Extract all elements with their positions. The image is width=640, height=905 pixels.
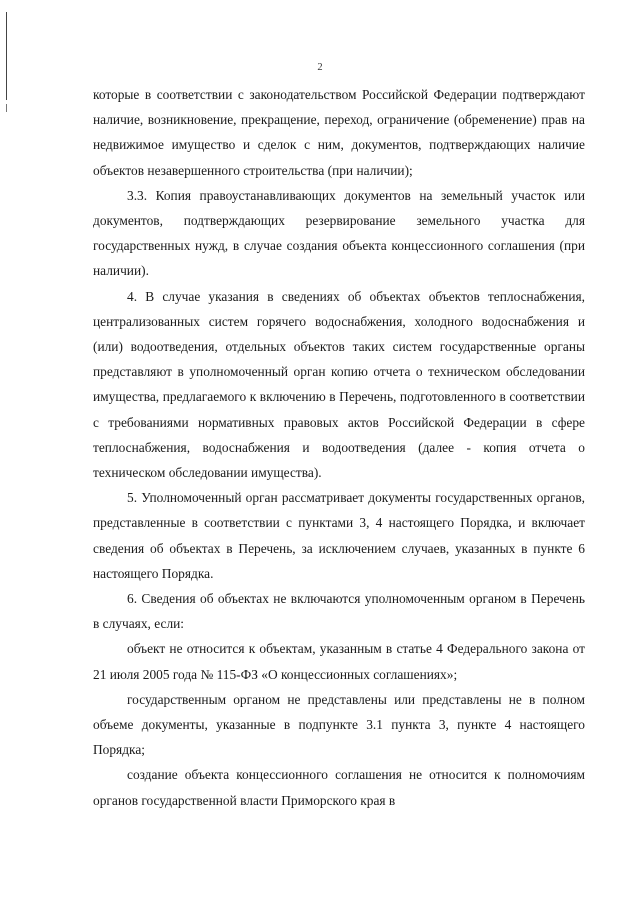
paragraph-item-6-case-2: государственным органом не представлены или представлены не в полном объеме документы, указанные в подпункте 3.1 пункта 3, пункте 4 настоящего Порядка; [93,691,585,758]
paragraph-item-5: 5. Уполномоченный орган рассматривает документы государственных органов, представленные в соответствии с пунктами 3, 4 настоящего Порядка, и включает сведения об объектах в Перечень, за исключением случаев, указанных в пункте 6 настоящего Порядка. [93,490,585,581]
scan-margin-mark [6,104,7,112]
paragraph-item-4: 4. В случае указания в сведениях об объектах объектов теплоснабжения, централизованных систем горячего водоснабжения, холодного водоснабжения и (или) водоотведения, отдельных объектов таких систем государственные органы представляют в уполномоченный орган копию отчета о техническом обследовании имущества, предлагаемого к включению в Перечень, подготовленного в соответствии с требованиями нормативных правовых актов Российской Федерации в сфере теплоснабжения, водоснабжения и водоотведения (далее - копия отчета о техническом обследовании имущества). [93,288,585,481]
paragraph-continuation: которые в соответствии с законодательством Российской Федерации подтверждают наличие, возникновение, прекращение, переход, ограничение (обременение) прав на недвижимое имущество и сделок с ним, документов, подтверждающих наличие объектов незавершенного строительства (при наличии); [93,87,585,178]
paragraph-item-3-3: 3.3. Копия правоустанавливающих документов на земельный участок или документов, подтверждающих резервирование земельного участка для государственных нужд, в случае создания объекта концессионного соглашения (при наличии). [93,187,585,279]
paragraph-item-6-case-1: объект не относится к объектам, указанным в статье 4 Федерального закона от 21 июля 2005 года № 115-ФЗ «О концессионных соглашениях»; [93,641,585,682]
paragraph-item-6: 6. Сведения об объектах не включаются уполномоченным органом в Перечень в случаях, если: [93,591,585,632]
page-number: 2 [317,62,323,73]
paragraph-item-6-case-3: создание объекта концессионного соглашения не относится к полномочиям органов государственной власти Приморского края в [93,767,585,808]
scan-margin-line [6,12,7,100]
document-body [93,82,585,813]
